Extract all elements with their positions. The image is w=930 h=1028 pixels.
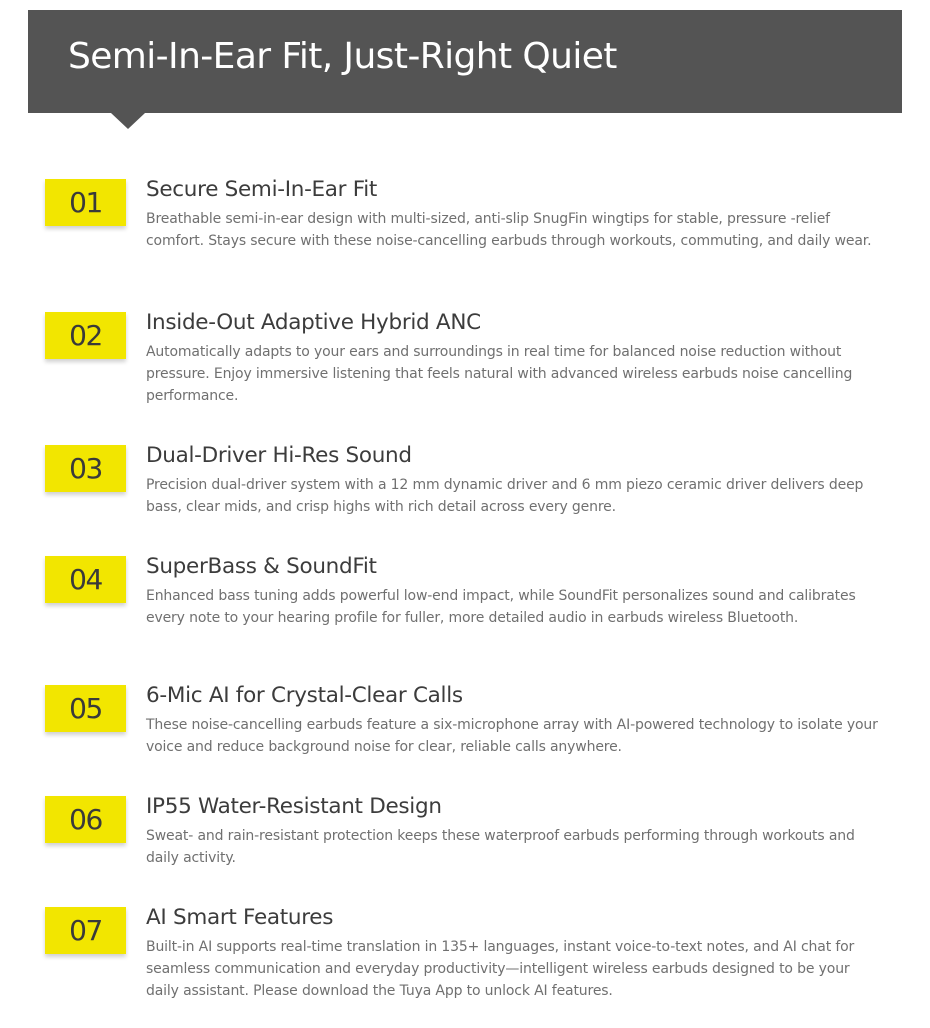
- page-title: Semi-In-Ear Fit, Just-Right Quiet: [68, 36, 617, 77]
- feature-number-badge: 03: [45, 445, 126, 492]
- feature-description: Sweat- and rain-resistant protection keeps these waterproof earbuds performing through workouts and daily activity.: [146, 828, 855, 866]
- feature-title: Inside-Out Adaptive Hybrid ANC: [146, 310, 481, 335]
- feature-number-badge: 02: [45, 312, 126, 359]
- feature-number-badge: 06: [45, 796, 126, 843]
- feature-description: These noise-cancelling earbuds feature a six-microphone array with AI-powered technology to isolate your voice and reduce background noise for clear, reliable calls anywhere.: [146, 717, 878, 755]
- feature-description: Breathable semi-in-ear design with multi-sized, anti-slip SnugFin wingtips for stable, pressure -relief comfort. Stays secure with these noise-cancelling earbuds through workouts, commuting, and daily wear.: [146, 211, 872, 249]
- feature-number-badge: 07: [45, 907, 126, 954]
- feature-description: Built-in AI supports real-time translation in 135+ languages, instant voice-to-text notes, and AI chat for seamless communication and everyday productivity—intelligent wireless earbuds designed to be your daily assistant. Please download the Tuya App to unlock AI features.: [146, 939, 855, 999]
- feature-description: Precision dual-driver system with a 12 mm dynamic driver and 6 mm piezo ceramic driver delivers deep bass, clear mids, and crisp highs with rich detail across every genre.: [146, 477, 864, 515]
- feature-title: Dual-Driver Hi-Res Sound: [146, 443, 412, 468]
- feature-title: SuperBass & SoundFit: [146, 554, 377, 579]
- feature-number-badge: 01: [45, 179, 126, 226]
- feature-description: Automatically adapts to your ears and surroundings in real time for balanced noise reduction without pressure. Enjoy immersive listening that feels natural with advanced wireless earbuds noise cancelling performance.: [146, 344, 853, 404]
- feature-number-badge: 04: [45, 556, 126, 603]
- feature-number-badge: 05: [45, 685, 126, 732]
- feature-title: 6-Mic AI for Crystal-Clear Calls: [146, 683, 463, 708]
- feature-title: AI Smart Features: [146, 905, 334, 930]
- feature-title: IP55 Water-Resistant Design: [146, 794, 442, 819]
- feature-description: Enhanced bass tuning adds powerful low-end impact, while SoundFit personalizes sound and calibrates every note to your hearing profile for fuller, more detailed audio in earbuds wireless Bluetooth.: [146, 588, 856, 626]
- header-banner: [28, 10, 902, 113]
- feature-title: Secure Semi-In-Ear Fit: [146, 177, 378, 202]
- header-pointer: [111, 113, 145, 129]
